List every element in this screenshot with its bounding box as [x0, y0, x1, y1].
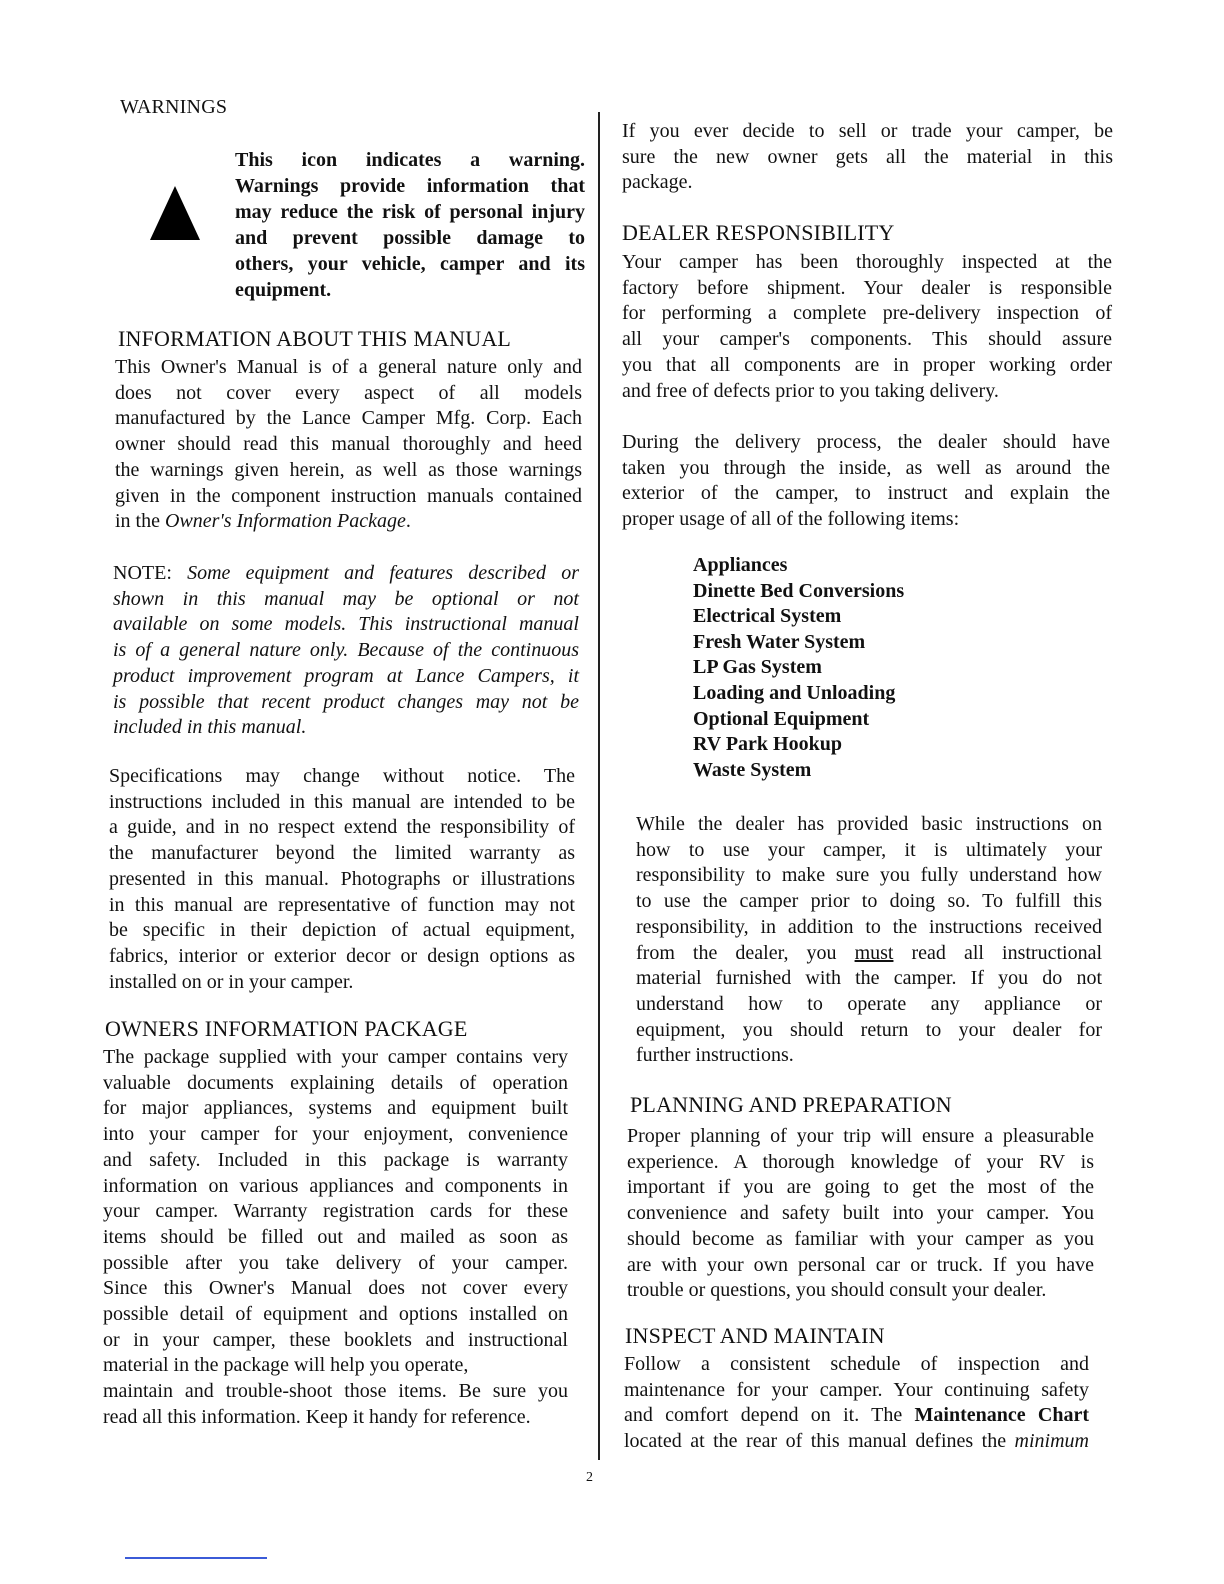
warning-text: [235, 147, 585, 303]
text-segment: NOTE:: [113, 562, 188, 584]
list-item: RV Park Hookup: [693, 733, 842, 756]
text-line: fabrics, interior or exterior decor or design options as: [109, 944, 575, 967]
text-line: equipment.: [235, 279, 332, 301]
text-line: instructions included in this manual are intended to be: [109, 790, 575, 813]
text-line: be specific in their depiction of actual equipment,: [109, 919, 575, 942]
text-line: experience. A thorough knowledge of your RV is: [627, 1150, 1094, 1173]
text-line: and free of defects prior to you taking delivery.: [622, 379, 999, 402]
text-line: [113, 715, 579, 741]
text-line: This Owner's Manual is of a general nature only and: [115, 356, 582, 378]
text-line: further instructions.: [636, 1044, 794, 1067]
owners-package-heading: OWNERS INFORMATION PACKAGE: [105, 1016, 468, 1041]
text-line: to use the camper prior to doing so. To fulfill this: [636, 890, 1102, 913]
text-line: proper usage of all of the following items:: [622, 508, 960, 531]
owners-package-paragraph: [103, 1045, 568, 1431]
text-line: maintain and trouble-shoot those items. Be sure you: [103, 1380, 568, 1403]
text-line: While the dealer has provided basic instructions on: [636, 813, 1102, 835]
underlined-text: must: [854, 941, 894, 964]
text-line: information on various appliances and components in: [103, 1174, 568, 1197]
warning-triangle-icon: [150, 186, 200, 240]
text-line: sure the new owner gets all the material in this: [622, 145, 1113, 168]
text-line: material in the package will help you operate,: [103, 1354, 469, 1377]
text-line: for major appliances, systems and equipment built: [103, 1097, 568, 1120]
text-line: If you ever decide to sell or trade your camper, be: [622, 120, 1113, 142]
italic-text: is of a general nature only. Because of the continuous: [113, 639, 579, 662]
italic-text: available on some models. This instructional manual: [113, 613, 579, 636]
footer-rule: [125, 1557, 267, 1559]
text-line: and safety. Included in this package is warranty: [103, 1148, 568, 1171]
text-line: Proper planning of your trip will ensure a pleasurable: [627, 1125, 1094, 1147]
list-item: Dinette Bed Conversions: [693, 579, 905, 602]
text-line: material furnished with the camper. If you do not: [636, 967, 1102, 990]
text-line: [113, 690, 579, 716]
italic-text: is possible that recent product changes may not be: [113, 690, 579, 713]
dealer-heading: DEALER RESPONSIBILITY: [622, 220, 895, 245]
text-line: items should be filled out and mailed as soon as: [103, 1225, 568, 1248]
text-line: all your camper's components. This should assure: [622, 328, 1112, 351]
text-line: taken you through the inside, as well as around the: [622, 456, 1110, 479]
text-segment: located at the rear of this manual defines the: [624, 1430, 1015, 1453]
warnings-heading: WARNINGS: [120, 96, 228, 118]
instructions-paragraph: [636, 812, 1102, 1069]
text-line: presented in this manual. Photographs or illustrations: [109, 867, 575, 890]
text-line: Follow a consistent schedule of inspection and: [624, 1353, 1089, 1375]
text-line: [636, 941, 1102, 967]
text-segment: and comfort depend on it. The: [624, 1404, 915, 1427]
text-line: manufactured by the Lance Camper Mfg. Corp. Each: [115, 407, 582, 430]
note-paragraph: [113, 561, 579, 741]
inspect-paragraph: [624, 1352, 1089, 1455]
text-line: does not cover every aspect of all models: [115, 381, 582, 404]
text-line: [624, 1403, 1089, 1429]
text-line: Specifications may change without notice. The: [109, 765, 575, 787]
text-segment: from the dealer, you: [636, 941, 855, 964]
text-line: Your camper has been thoroughly inspected at the: [622, 251, 1112, 273]
text-line: [113, 587, 579, 613]
text-line: [113, 638, 579, 664]
text-line: into your camper for your enjoyment, convenience: [103, 1123, 568, 1146]
italic-text: shown in this manual may be optional or not: [113, 587, 579, 610]
inspect-heading: INSPECT AND MAINTAIN: [625, 1323, 885, 1348]
list-item: Electrical System: [693, 605, 842, 628]
planning-paragraph: [627, 1124, 1094, 1304]
italic-text: Owner's Information Package: [165, 510, 406, 533]
text-line: package.: [622, 171, 693, 194]
planning-heading: PLANNING AND PREPARATION: [630, 1092, 952, 1117]
text-line: exterior of the camper, to instruct and explain the: [622, 482, 1110, 505]
text-line: read all this information. Keep it handy for reference.: [103, 1405, 531, 1428]
list-item: Optional Equipment: [693, 707, 870, 730]
page-number: 2: [586, 1470, 593, 1485]
text-line: a guide, and in no respect extend the responsibility of: [109, 816, 575, 839]
sell-trade-paragraph: [622, 119, 1113, 196]
delivery-items-list: [693, 553, 904, 783]
specifications-paragraph: [109, 764, 575, 995]
italic-text: Some equipment and features described or: [187, 562, 579, 584]
text-line: or in your camper, these booklets and instructional: [103, 1328, 568, 1351]
text-line: your camper. Warranty registration cards for these: [103, 1200, 568, 1223]
text-line: in this manual are representative of function may not: [109, 893, 575, 916]
text-line: trouble or questions, you should consult your dealer.: [627, 1279, 1047, 1302]
text-line: [113, 561, 579, 587]
text-line: owner should read this manual thoroughly and heed: [115, 433, 582, 456]
text-line: installed on or in your camper.: [109, 970, 354, 993]
text-line: equipment, you should return to your dealer for: [636, 1018, 1102, 1041]
column-divider: [598, 112, 600, 1460]
info-manual-heading: INFORMATION ABOUT THIS MANUAL: [118, 326, 512, 351]
text-line: for performing a complete pre-delivery inspection of: [622, 302, 1112, 325]
list-item: LP Gas System: [693, 656, 822, 679]
text-line: you that all components are in proper working order: [622, 353, 1112, 376]
text-line: This icon indicates a warning.: [235, 149, 585, 171]
italic-text: minimum: [1014, 1430, 1089, 1453]
text-line: possible detail of equipment and options installed on: [103, 1303, 568, 1326]
text-line: maintenance for your camper. Your continuing safety: [624, 1378, 1089, 1401]
text-line: responsibility to make sure you fully understand how: [636, 864, 1102, 887]
text-line: understand how to operate any appliance or: [636, 992, 1102, 1015]
text-line: [113, 664, 579, 690]
info-manual-paragraph: [115, 355, 582, 535]
text-line: important if you are going to get the most of the: [627, 1176, 1094, 1199]
delivery-paragraph: [622, 430, 1110, 533]
text-segment: read all instructional: [893, 941, 1103, 964]
list-item: Loading and Unloading: [693, 681, 896, 704]
text-line: may reduce the risk of personal injury: [235, 201, 585, 223]
list-item: Waste System: [693, 758, 812, 781]
dealer-paragraph: [622, 250, 1112, 404]
text-line: Since this Owner's Manual does not cover every: [103, 1277, 568, 1300]
text-line: the warnings given herein, as well as those warnings: [115, 458, 582, 481]
text-line: responsibility, in addition to the instructions received: [636, 915, 1102, 938]
text-line: convenience and safety built into your camper. You: [627, 1202, 1094, 1225]
text-line: and prevent possible damage to: [235, 227, 585, 249]
list-item: Appliances: [693, 554, 788, 576]
text-line: [115, 509, 582, 535]
text-line: valuable documents explaining details of operation: [103, 1071, 568, 1094]
text-line: the manufacturer beyond the limited warranty as: [109, 842, 575, 865]
list-item: Fresh Water System: [693, 630, 866, 653]
text-line: are with your own personal car or truck. If you have: [627, 1253, 1094, 1276]
text-segment: .: [405, 510, 411, 533]
text-line: others, your vehicle, camper and its: [235, 253, 585, 275]
text-line: The package supplied with your camper contains very: [103, 1046, 568, 1068]
text-line: factory before shipment. Your dealer is responsible: [622, 276, 1112, 299]
italic-text: included in this manual.: [113, 716, 307, 739]
text-line: [113, 612, 579, 638]
text-line: Warnings provide information that: [235, 175, 585, 197]
text-line: [624, 1429, 1089, 1455]
text-line: how to use your camper, it is ultimately your: [636, 838, 1102, 861]
bold-text: Maintenance Chart: [914, 1404, 1089, 1427]
text-line: possible after you take delivery of your camper.: [103, 1251, 568, 1274]
italic-text: product improvement program at Lance Campers, it: [113, 664, 579, 687]
text-line: During the delivery process, the dealer should have: [622, 431, 1110, 453]
text-line: should become as familiar with your camper as you: [627, 1227, 1094, 1250]
text-segment: in the: [115, 510, 165, 533]
text-line: given in the component instruction manuals contained: [115, 484, 582, 507]
